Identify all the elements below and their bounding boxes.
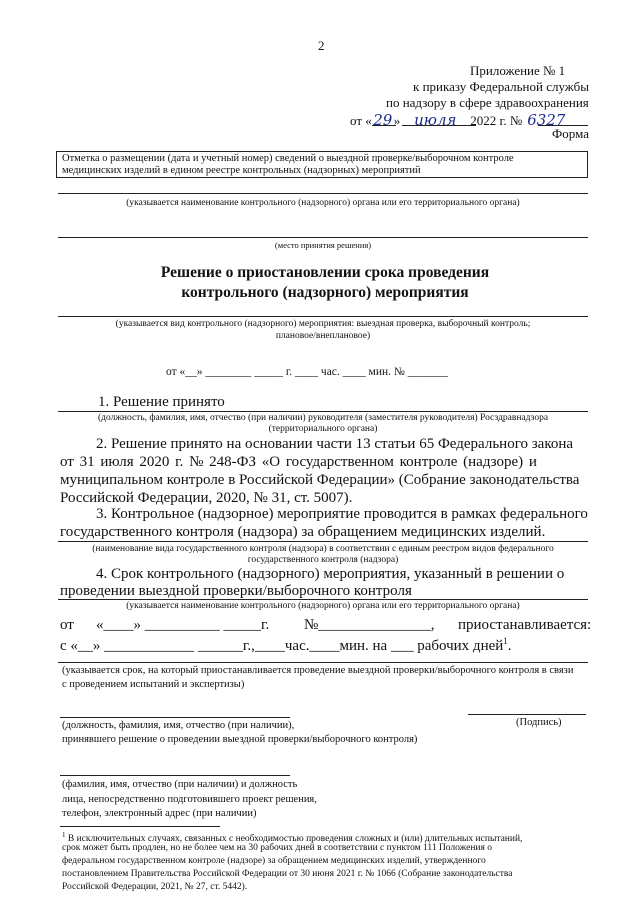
registry-line2: медицинских изделий в едином реестре контрольных (надзорных) мероприятий [62, 165, 421, 176]
kind-caption-line1: (указывается вид контрольного (надзорного) мероприятия: выездная проверка, выборочный контроль; [115, 319, 531, 329]
authority-caption: (указывается наименование контрольного (надзорного) органа или его территориального органа) [126, 198, 520, 208]
item4-row1-date: «____» __________ _____г. [96, 617, 270, 633]
term-line [58, 662, 588, 663]
item3-caption2: государственного контроля (надзора) [247, 555, 399, 565]
appendix-line3: по надзору в сфере здравоохранения [386, 95, 589, 110]
year-text: 2022 г. № [470, 113, 523, 128]
item4-row1-number: №_______________, [304, 617, 435, 633]
item4-row1-ot: от [60, 617, 74, 633]
kind-caption-line2: плановое/внеплановое) [275, 331, 371, 341]
signature-label: (Подпись) [516, 717, 562, 728]
underline-day [372, 125, 396, 126]
appendix-line1: Приложение № 1 [470, 63, 566, 78]
official-caption1: (должность, фамилия, имя, отчество (при наличии), [62, 720, 295, 731]
decision-date-line: от «__» ________ _____ г. ____ час. ____ мин. № _______ [166, 366, 448, 378]
appendix-date-line [350, 111, 570, 129]
item2-line1: 2. Решение принято на основании части 13 статьи 65 Федерального закона [96, 436, 574, 452]
item4-caption3: с проведением испытаний и экспертизы) [62, 679, 245, 690]
item3-line2: государственного контроля (надзора) за обращением медицинских изделий. [60, 524, 546, 540]
item4-row2 [60, 636, 512, 655]
item1-label: 1. Решение принято [98, 394, 225, 410]
footnote-line4: постановлением Правительства Российской Федерации от 30 июня 2021 г. № 1066 (Собрание законодательства [62, 869, 513, 879]
handwritten-number: 6327 [527, 111, 566, 129]
place-blank-line [58, 237, 588, 238]
date-mid: » [393, 113, 401, 128]
item2-line4: Российской Федерации, 2020, № 31, ст. 5007). [60, 490, 353, 506]
registry-line1: Отметка о размещении (дата и учетный номер) сведений о выездной проверке/выборочном контроле [62, 153, 514, 164]
official-line [60, 717, 290, 718]
item1-caption2: (территориального органа) [268, 424, 378, 434]
item4-caption2: (указывается срок, на который приостанавливается проведение выездной проверки/выборочного контроля в связи [62, 665, 574, 676]
item3-caption1: (наименование вида государственного контроля (надзора) в соответствии с единым реестром видов федерального [92, 544, 554, 554]
footnote-line1-text: В исключительных случаях, связанных с необходимостью проведения сложных и (или) длительных испытаний, [65, 834, 523, 845]
underline-month [402, 125, 476, 126]
footnote-ref: 1 [503, 636, 508, 646]
item4-line1: 4. Срок контрольного (надзорного) мероприятия, указанный в решении о [96, 566, 565, 582]
item3-line [58, 541, 588, 542]
handwritten-day: 29 [373, 111, 393, 129]
preparer-line1: (фамилия, имя, отчество (при наличии) и должность [62, 779, 298, 790]
page-number: 2 [318, 38, 325, 53]
title-line2: контрольного (надзорного) мероприятия [181, 284, 469, 301]
handwritten-month: июля [414, 111, 457, 129]
item4-line2: проведении выездной проверки/выборочного контроля [60, 583, 412, 599]
item2-line2: от 31 июля 2020 г. № 248-ФЗ «О государственном контроле (надзоре) и [60, 454, 537, 470]
item2-line3: муниципальном контроле в Российской Федерации» (Собрание законодательства [60, 472, 580, 488]
item4-row2-end: . [507, 638, 512, 654]
official-caption2: принявшего решение о проведении выездной проверки/выборочного контроля) [62, 734, 418, 745]
kind-blank-line [58, 316, 588, 317]
item1-caption1: (должность, фамилия, имя, отчество (при наличии) руководителя (заместителя руководителя) Росздравнадзора [97, 413, 549, 423]
item4-row2-text: с «__» ____________ ______г.,____час.____мин. на ___ рабочих дней [60, 638, 504, 654]
item3-line1: 3. Контрольное (надзорное) мероприятие проводится в рамках федерального [96, 506, 588, 522]
preparer-line [60, 775, 290, 776]
footnote-line5: Российской Федерации, 2021, № 27, ст. 5442). [62, 882, 248, 892]
item1-line [58, 411, 588, 412]
title-line1: Решение о приостановлении срока проведения [160, 264, 490, 281]
preparer-line2: лица, непосредственно подготовившего проект решения, [62, 794, 317, 805]
preparer-line3: телефон, электронный адрес (при наличии) [62, 808, 257, 819]
footnote-marker: 1 [62, 831, 66, 839]
item4-line [58, 599, 588, 600]
place-caption: (место принятия решения) [274, 240, 372, 250]
authority-blank-line [58, 193, 588, 194]
item4-row1-suspend: приостанавливается: [458, 617, 592, 633]
signature-line [468, 714, 586, 715]
footnote-separator [60, 826, 220, 827]
form-label: Форма [552, 126, 589, 141]
date-prefix: от « [350, 113, 372, 128]
footnote-line2: срок может быть продлен, но не более чем на 30 рабочих дней в соответствии с пунктом 111 Положения о [62, 843, 493, 853]
footnote-line3: федеральном государственном контроле (надзоре) за обращением медицинских изделий, утвержденного [62, 856, 486, 866]
appendix-line2: к приказу Федеральной службы [413, 79, 589, 94]
item4-caption1: (указывается наименование контрольного (надзорного) органа или его территориального органа) [126, 601, 520, 611]
